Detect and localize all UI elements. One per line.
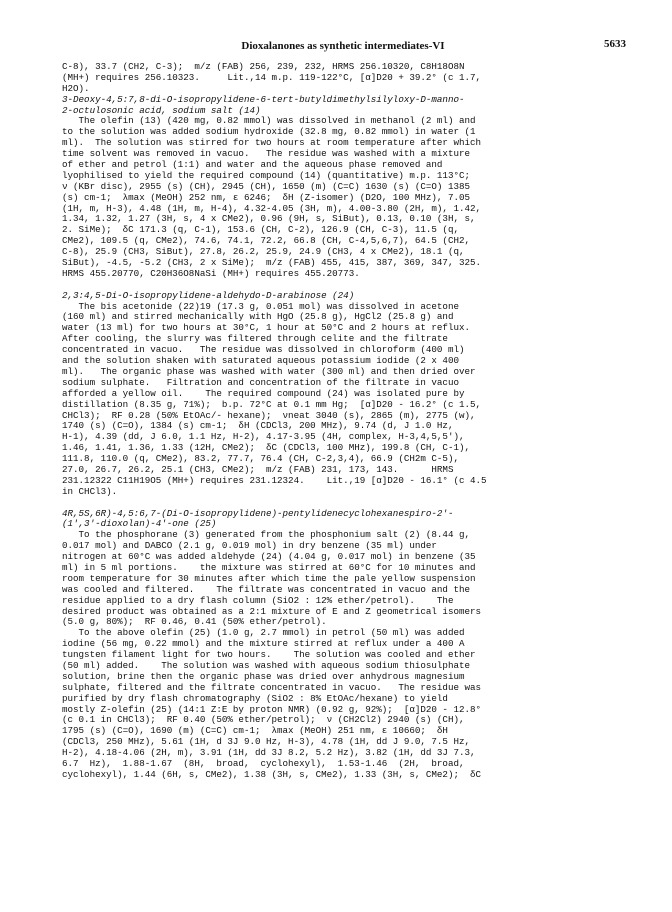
text-line: and the solution shaken with saturated aqueous potassium iodide (2 x 400 (62, 356, 459, 367)
paragraph-gap (62, 498, 630, 509)
text-line: iodine (56 mg, 0.22 mmol) and the mixture stirred at reflux under a 400 A (62, 639, 465, 650)
text-line: 1795 (s) (C=O), 1690 (m) (C=C) cm-1; λmax (MeOH) 251 nm, ε 10660; δH (62, 726, 448, 737)
text-line: 1.46, 1.41, 1.36, 1.33 (12H, CMe2); δC (CDCl3, 100 MHz), 199.8 (CH, C-1), (62, 443, 470, 454)
text-line: (50 ml) added. The solution was washed with aqueous sodium thiosulphate (62, 660, 470, 671)
text-line: 2-octulosonic acid, sodium salt (14) (62, 105, 261, 116)
text-line: 27.0, 26.7, 26.2, 25.1 (CH3, CMe2); m/z (FAB) 231, 173, 143. HRMS (62, 464, 454, 475)
text-line: in CHCl3). (62, 486, 118, 497)
section-heading (62, 509, 630, 531)
text-line: (1H, m, H-3), 4.48 (1H, m, H-4), 4.32-4.05 (3H, m), 4.00-3.80 (2H, m), 1.42, (62, 203, 482, 214)
text-line: SiBut), -4.5, -5.2 (CH3, 2 x SiMe); m/z (FAB) 455, 415, 387, 369, 347, 325. (62, 258, 482, 269)
text-line: tungsten filament light for two hours. The solution was cooled and ether (62, 650, 476, 661)
article-body (62, 62, 630, 781)
text-line: To the above olefin (25) (1.0 g, 2.7 mmol) in petrol (50 ml) was added (62, 628, 465, 639)
text-line: (CDCl3, 250 MHz), 5.61 (1H, d 3J 9.0 Hz, H-3), 4.78 (1H, dd J 9.0, 7.5 Hz, (62, 737, 470, 748)
text-line: (5.0 g, 80%); RF 0.46, 0.41 (50% ether/petrol). (62, 617, 327, 628)
text-line: 2. SiMe); δC 171.3 (q, C-1), 153.6 (CH, C-2), 126.9 (CH, C-3), 11.5 (q, (62, 225, 459, 236)
section-heading (62, 291, 630, 302)
paragraph (62, 116, 630, 279)
text-line: H-1), 4.39 (dd, J 6.0, 1.1 Hz, H-2), 4.17-3.95 (4H, complex, H-3,4,5,5'), (62, 432, 465, 443)
text-line: (MH+) requires 256.10323. Lit.,14 m.p. 119-122°C, [α]D20 + 39.2° (c 1.7, (62, 72, 482, 83)
text-line: water (13 ml) for two hours at 30°C, 1 hour at 50°C and 2 hours at reflux. (62, 323, 470, 334)
text-line: room temperature for 30 minutes after which time the pale yellow suspension (62, 573, 476, 584)
text-line: of ether and petrol (1:1) and water and the aqueous phase removed and (62, 160, 443, 171)
text-line: 6.7 Hz), 1.88-1.67 (8H, broad, cyclohexyl), 1.53-1.46 (2H, broad, (62, 759, 465, 769)
text-line: C-8), 33.7 (CH2, C-3); m/z (FAB) 256, 239, 232, HRMS 256.10320, C8H18O8N (62, 62, 465, 72)
text-line: purified by dry flash chromatography (SiO2 : 8% EtOAc/hexane) to yield (62, 693, 448, 704)
text-line: lyophilised to yield the required compound (14) (quantitative) m.p. 113°C; (62, 170, 470, 181)
text-line: desired product was obtained as a 2:1 mixture of E and Z geometrical isomers (62, 606, 482, 617)
text-line: sodium sulphate. Filtration and concentration of the filtrate in vacuo (62, 377, 459, 388)
text-line: (160 ml) and stirred mechanically with HgO (25.8 g), HgCl2 (25.8 g) and (62, 312, 454, 323)
text-line: ml). The solution was stirred for two hours at room temperature after which (62, 138, 482, 149)
page-number: 5633 (604, 38, 626, 50)
text-line: (s) cm-1; λmax (MeOH) 252 nm, ε 6246; δH (Z-isomer) (D2O, 100 MHz), 7.05 (62, 192, 470, 203)
text-line: to the solution was added sodium hydroxide (32.8 mg, 0.82 mmol) in water (1 (62, 127, 476, 138)
text-line: The bis acetonide (22)19 (17.3 g, 0.051 mol) was dissolved in acetone (62, 301, 459, 312)
text-line: HRMS 455.20770, C20H36O8NaSi (MH+) requires 455.20773. (62, 268, 360, 279)
text-line: 4R,5S,6R)-4,5:6,7-(Di-O-isopropylidene)-pentylidenecyclohexanespiro-2'- (62, 508, 454, 519)
paragraph (62, 62, 630, 95)
paragraph (62, 530, 630, 780)
text-line: afforded a yellow oil. The required compound (24) was isolated pure by (62, 388, 465, 399)
text-line: was cooled and filtered. The filtrate was concentrated in vacuo and the (62, 584, 470, 595)
text-line: 3-Deoxy-4,5:7,8-di-O-isopropylidene-6-tert-butyldimethylsilyloxy-D-manno- (62, 94, 465, 105)
text-line: ν (KBr disc), 2955 (s) (CH), 2945 (CH), 1650 (m) (C=C) 1630 (s) (C=O) 1385 (62, 181, 470, 192)
text-line: 231.12322 C11H19O5 (MH+) requires 231.12324. Lit.,19 [α]D20 - 16.1° (c 4.5 (62, 475, 487, 486)
section-heading (62, 95, 630, 117)
text-line: 111.8, 110.0 (q, CMe2), 83.2, 77.7, 76.4 (CH, C-2,3,4), 66.9 (CH2m C-5), (62, 454, 459, 465)
text-line: H2O). (62, 83, 90, 94)
text-line: (1',3'-dioxolan)-4'-one (25) (62, 519, 217, 530)
text-line: 1740 (s) (C=O), 1384 (s) cm-1; δH (CDCl3, 200 MHz), 9.74 (d, J 1.0 Hz, (62, 421, 454, 432)
text-line: concentrated in vacuo. The residue was dissolved in chloroform (400 ml) (62, 345, 465, 356)
text-line: (c 0.1 in CHCl3); RF 0.40 (50% ether/petrol); ν (CH2Cl2) 2940 (s) (CH), (62, 715, 465, 726)
text-line: ml). The organic phase was washed with water (300 ml) and then dried over (62, 366, 476, 377)
text-line: 0.017 mol) and DABCO (2.1 g, 0.019 mol) in dry benzene (35 ml) under (62, 541, 437, 552)
text-line: residue applied to a dry flash column (SiO2 : 12% ether/petrol). The (62, 595, 454, 606)
text-line: sulphate, filtered and the filtrate concentrated in vacuo. The residue was (62, 682, 482, 693)
text-line: solution, brine then the organic phase was dried over anhydrous magnesium (62, 671, 465, 682)
text-line: nitrogen at 60°C was added aldehyde (24) (4.04 g, 0.017 mol) in benzene (35 (62, 552, 476, 563)
text-line: To the phosphorane (3) generated from the phosphonium salt (2) (8.44 g, (62, 530, 470, 541)
text-line: C-8), 25.9 (CH3, SiBut), 27.8, 26.2, 25.9, 24.9 (CH3, 4 x CMe2), 18.1 (q, (62, 247, 465, 258)
page-header (60, 40, 626, 56)
text-line: 1.34, 1.32, 1.27 (3H, s, 4 x CMe2), 0.96 (9H, s, SiBut), 0.13, 0.10 (3H, s, (62, 214, 476, 225)
text-line: CHCl3); RF 0.28 (50% EtOAc/- hexane); νneat 3040 (s), 2865 (m), 2775 (w), (62, 410, 476, 421)
text-line: distillation (8.35 g, 71%); b.p. 72°C at 0.1 mm Hg; [α]D20 - 16.2° (c 1.5, (62, 399, 482, 410)
text-line: mostly Z-olefin (25) (14:1 Z:E by proton NMR) (0.92 g, 92%); [α]D20 - 12.8° (62, 704, 482, 715)
running-title: Dioxalanones as synthetic intermediates-VI (241, 40, 445, 52)
text-line: CMe2), 109.5 (q, CMe2), 74.6, 74.1, 72.2, 66.8 (CH, C-4,5,6,7), 64.5 (CH2, (62, 236, 470, 247)
text-line: cyclohexyl), 1.44 (6H, s, CMe2), 1.38 (3H, s, CMe2), 1.33 (3H, s, CMe2); δC (62, 769, 482, 780)
text-line: H-2), 4.18-4.06 (2H, m), 3.91 (1H, dd 3J 8.2, 5.2 Hz), 3.82 (1H, dd 3J 7.3, (62, 748, 476, 759)
text-line: ml) in 5 ml portions. the mixture was stirred at 60°C for 10 minutes and (62, 562, 476, 573)
text-line: time solvent was removed in vacuo. The residue was washed with a mixture (62, 149, 470, 160)
text-line: After cooling, the slurry was filtered through celite and the filtrate (62, 334, 448, 345)
paragraph (62, 302, 630, 498)
text-line: 2,3:4,5-Di-O-isopropylidene-aldehydo-D-arabinose (24) (62, 290, 355, 301)
paragraph-gap (62, 280, 630, 291)
text-line: The olefin (13) (420 mg, 0.82 mmol) was dissolved in methanol (2 ml) and (62, 116, 476, 127)
